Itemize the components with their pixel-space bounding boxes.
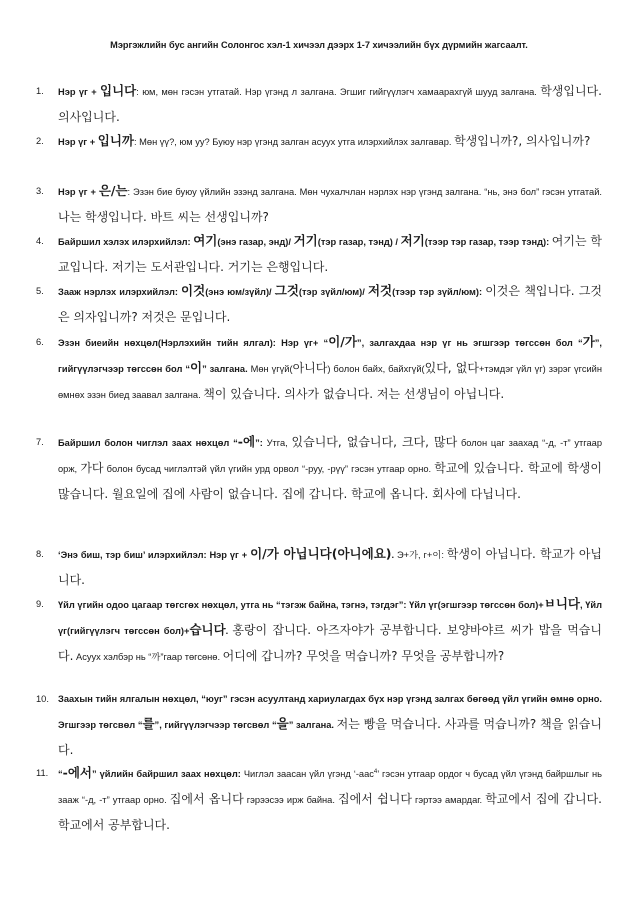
grammar-term: Нэр үг + [58,137,98,147]
item-number: 2. [36,136,44,146]
korean-example: 학생입니까?, 의사입니까? [454,134,591,148]
grammar-term: Байршил болон чиглэл заах нөхцөл “ [58,438,238,448]
korean-example: 학교에 있습니다. 학교에 학생이 많습니다. 월요일에 집에 사람이 없습니다. 집에 갑니다. 학교에 옵니다. 회사에 다닙니다. [58,460,602,501]
grammar-item [36,430,602,507]
grammar-item [36,687,602,763]
grammar-term: Заахын тийн ялгалын нөхцөл, “юуг” гэсэн асуултанд хариулагдах бүх нэр үгэнд залгах бөгөөд үйл үгийн өмнө орно. Эгшгээр төгсвөл “ [58,694,602,730]
korean-example: 홍랑이 잡니다. 아즈자야가 공부합니다. 보양바야르 씨가 밥을 먹습니다. [58,622,602,663]
item-number: 8. [36,549,44,559]
korean-example: 아니다 [292,360,328,375]
item-text [58,330,602,407]
grammar-term: (тэр зүйл/юм)/ [298,287,368,297]
item-number: 10. [36,694,49,704]
grammar-term: . [391,550,397,560]
grammar-term: “ [58,769,63,779]
grammar-term: Эзэн биеийн нөхцөл(Нэрлэхийн тийн ялгал): Нэр үг+ “ [58,338,329,348]
text-segment: : Эзэн бие буюу үйлийн эзэнд залгана. Мөн чухалчлан нэрлэх нэр үгэнд залгана. “нь, энэ бол” гэсэн утгатай. [127,187,602,197]
korean-example: 있습니다, 없습니다, 크다, 많다 [291,435,458,449]
korean-example: 가다 [80,460,104,475]
text-segment: Утга, [266,438,292,448]
korean-example: 책이 있습니다. 의사가 없습니다. 저는 선생님이 아닙니다. [203,386,505,401]
grammar-term: ”, гийгүүлэгчээр төгсвөл “ [154,719,277,730]
grammar-term: ”: [255,438,267,448]
item-number: 9. [36,599,44,609]
grammar-item [36,761,602,838]
grammar-term: (тэр газар, тэнд) / [317,237,401,247]
text-segment: болон бусад чиглэлтэй үйл үгийн урд орвол “-руу, -рүү” гэсэн утгаар орно. [103,463,435,474]
item-text [58,279,602,331]
grammar-term: 저기 [400,233,425,248]
text-segment: ’ гэсэн утгаар ордог ч бусад үйл үгэнд байршлыг нь зааж “-д, -т” утгаар орно. [58,769,602,805]
text-segment: ) болон байх, байхгүй( [327,363,425,374]
grammar-term: (энэ газар, энд)/ [217,237,294,247]
grammar-term: 거기 [293,233,318,248]
text-segment: Мөн үгүй( [250,363,293,374]
grammar-term: 이 [189,359,203,375]
korean-example: 저는 빵을 먹습니다. 사과를 먹습니까? 책을 읽습니다. [58,716,602,757]
grammar-item [36,592,602,669]
grammar-term: ”, залгахдаа нэр үг нь эгшгээр төгссөн бол “ [356,338,583,348]
grammar-term: 이/가 [328,334,357,349]
grammar-term: . [225,625,233,636]
grammar-term: 여기 [193,233,218,248]
text-segment: +тэмдэг үйл үг) зэрэг үгсийн өмнөх эзэн биед заавал залгана. [58,363,602,400]
item-text [58,129,602,155]
grammar-term: (아니에요) [331,546,392,561]
grammar-term: ”, гийгүүлэгчээр төгссөн бол “ [58,338,602,374]
grammar-term: , Үйл үг(гийгүүлэгч төгссөн бол)+ [58,600,602,636]
grammar-term: Нэр үг + [58,87,101,97]
grammar-item [36,542,602,594]
item-number: 11. [36,768,49,778]
korean-example: 학교에서 집에 갑니다. 학교에서 공부합니다. [58,791,602,832]
grammar-item [36,129,602,155]
text-segment: : Мөн үү?, юм уу? Буюу нэр үгэнд залган асуух утга илэрхийлэх залгавар. [133,137,455,147]
text-segment: гэртээ амардаг. [411,794,486,805]
korean-example: 있다, 없다 [424,360,479,375]
korean-example: 어디에 갑니까? 무엇을 먹습니까? 무엇을 공부합니까? [222,648,505,663]
grammar-term: ” залгана. [288,719,337,730]
grammar-term: (тээр тэр газар, тээр тэнд): [424,237,552,247]
grammar-term: 그것 [274,283,299,298]
text-segment: 4 [373,768,378,775]
text-segment: Асуух хэлбэр нь “까”гаар төгсөнө. [73,651,223,662]
korean-example: 여기는 학교입니다. 저기는 도서관입니다. 거기는 은행입니다. [58,234,602,274]
item-text [58,179,602,231]
grammar-term: 를 [142,715,155,731]
grammar-term: 습니다 [189,621,226,637]
korean-example: 집에서 쉽니다 [338,791,412,806]
grammar-term: ” үйлийн байршил заах нөхцөл: [92,769,244,779]
grammar-term: 이/가 아닙니다 [250,546,332,561]
grammar-term: 을 [276,715,289,731]
grammar-term: ” залгана. [202,363,251,374]
document-title: Мэргэжлийн бус ангийн Солонгос хэл-1 хичээл дээрх 1-7 хичээлийн бүх дүрмийн жагсаалт. [110,40,528,50]
korean-example: 학생이 아닙니다. 학교가 아닙니다. [58,547,603,587]
item-text [58,229,602,281]
item-text [58,430,602,507]
grammar-term: ‘Энэ биш, тэр биш’ илэрхийлэл: Нэр үг + [58,550,251,560]
grammar-item [36,330,602,407]
grammar-term: Зааж нэрлэх илэрхийлэл: [58,287,182,297]
text-segment: гэрээсээ ирж байна. [243,794,339,805]
grammar-term: -에 [237,434,256,449]
grammar-term: 입니까 [97,133,134,148]
item-text [58,542,602,594]
grammar-term: 저것 [367,283,393,298]
korean-example: 이것은 책입니다. 그것은 의자입니까? 저것은 문입니다. [58,284,603,324]
korean-example: 집에서 옵니다 [169,791,244,806]
item-text [58,79,602,131]
item-number: 6. [36,337,44,347]
item-text [58,592,602,669]
korean-example: 학생입니다. 의사입니다. [58,84,602,124]
grammar-term: 이것 [181,283,206,298]
text-segment: болон цаг заахад “-д, -т” утгаар орж, [58,438,602,474]
item-number: 4. [36,236,44,246]
text-segment: Э+가, г+이: [396,550,447,560]
text-segment: Чиглэл заасан үйл үгэнд ‘-аас [243,769,374,779]
grammar-term: -에서 [62,765,92,780]
korean-example: 나는 학생입니다. 바트 씨는 선생입니까? [58,209,269,224]
item-number: 5. [36,286,44,296]
grammar-term: 입니다 [100,83,137,98]
text-segment: : юм, мөн гэсэн утгатай. Нэр үгэнд л залгана. Эгшиг гийгүүлэгч хамаарахгүй шууд залгана. [136,87,541,97]
item-text [58,761,602,838]
item-number: 1. [36,86,44,96]
grammar-item [36,79,602,131]
grammar-item [36,179,602,231]
grammar-term: (энэ юм/зүйл)/ [205,287,275,297]
item-number: 7. [36,437,44,447]
item-text [58,687,602,763]
grammar-term: Үйл үгийн одоо цагаар төгсгөх нөхцөл, утга нь “тэгэж байна, тэгнэ, тэгдэг”: Үйл үг(эгшгээр төгссөн бол)+ [58,600,544,610]
grammar-item [36,279,602,331]
grammar-term: Нэр үг + [58,187,99,197]
grammar-term: ㅂ니다 [543,596,580,611]
grammar-term: 가 [582,334,595,349]
grammar-term: Байршил хэлэх илэрхийлэл: [58,237,194,247]
grammar-term: 은/는 [98,183,128,198]
item-number: 3. [36,186,44,196]
grammar-term: (тээр тэр зүйл/юм): [392,287,486,297]
grammar-item [36,229,602,281]
